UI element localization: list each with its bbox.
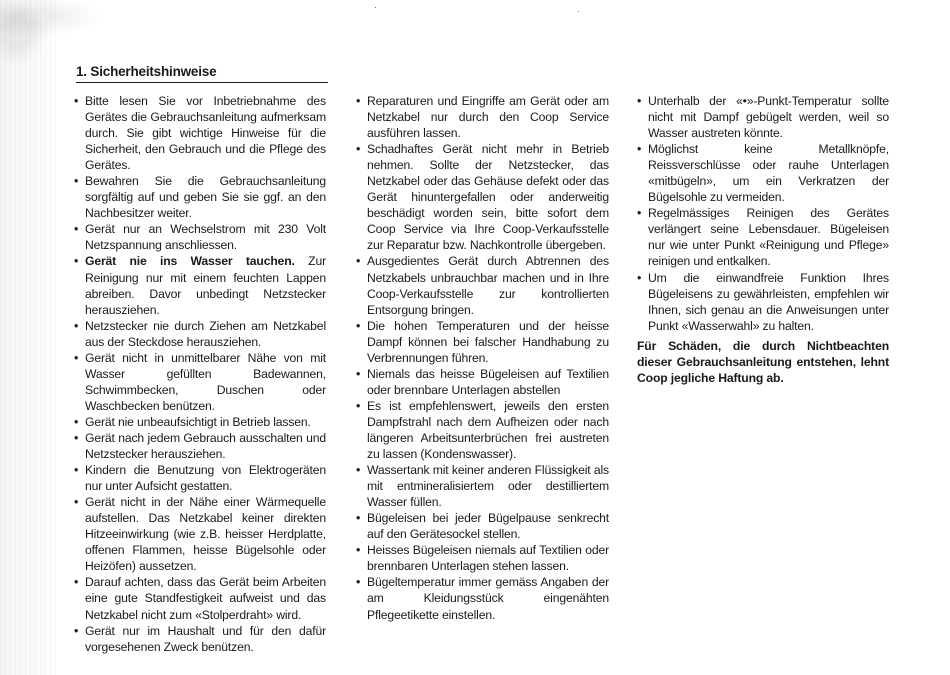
item-bold: Gerät nie ins Wasser tauchen.: [85, 254, 295, 269]
item-text: Bügeleisen bei jeder Bügelpause senkrecht auf den Gerätesockel stellen.: [367, 511, 609, 542]
list-item: [637, 93, 889, 141]
list-item: [356, 510, 609, 542]
scan-speck: ·: [374, 2, 377, 12]
list-item: [356, 93, 609, 141]
list-item: [74, 494, 326, 574]
item-text: Heisses Bügeleisen niemals auf Textilien oder brennbaren Unterlagen stehen lassen.: [367, 543, 609, 574]
list-item: [74, 414, 326, 430]
item-text: Bewahren Sie die Gebrauchsanleitung sorgfältig auf und geben Sie sie ggf. an den Nachbesitzer weiter.: [85, 174, 326, 221]
list-item: [356, 462, 609, 510]
liability-notice: Für Schäden, die durch Nichtbeachten dieser Gebrauchsanleitung entstehen, lehnt Coop jegliche Haftung ab.: [637, 338, 889, 385]
item-text: Gerät nie unbeaufsichtigt in Betrieb lassen.: [85, 414, 311, 429]
list-item: [74, 221, 326, 253]
item-text: Kindern die Benutzung von Elektrogeräten nur unter Aufsicht gestatten.: [85, 463, 326, 494]
list-item: [74, 173, 326, 221]
list-item: [356, 318, 609, 366]
list-item: [356, 253, 609, 317]
item-text: Bügeltemperatur immer gemäss Angaben der am Kleidungsstück eingenähten Pflegeetikette einstellen.: [367, 575, 609, 622]
item-text: Um die einwandfreie Funktion Ihres Bügeleisens zu gewährleisten, empfehlen wir Ihnen, sich genau an die Anweisungen unter Punkt «Wasserwahl» zu halten.: [648, 270, 889, 333]
item-text: Die hohen Temperaturen und der heisse Dampf können bei falscher Handhabung zu Verbrennungen führen.: [367, 318, 609, 365]
list-item: [637, 141, 889, 205]
item-text: Gerät nur an Wechselstrom mit 230 Volt Netzspannung anschliessen.: [85, 222, 326, 253]
column-1: [74, 93, 326, 655]
list-item: [356, 574, 609, 622]
item-text: Regelmässiges Reinigen des Gerätes verlängert seine Lebensdauer. Bügeleisen nur wie unter Punkt «Reinigung und Pflege» reinigen und entkalken.: [648, 206, 889, 269]
item-text: Schadhaftes Gerät nicht mehr in Betrieb nehmen. Sollte der Netzstecker, das Netzkabel oder das Gehäuse defekt oder das Gerät hinuntergefallen oder anderweitig beschädigt worden sein, bitte sofort dem Coop Service via Ihre Coop-Verkaufsstelle zur Reparatur bzw. Nachkontrolle übergeben.: [367, 142, 609, 253]
section-heading: 1. Sicherheitshinweise: [76, 64, 328, 83]
item-text: Ausgedientes Gerät durch Abtrennen des Netzkabels unbrauchbar machen und in Ihre Coop-Verkaufsstelle zur kontrollierten Entsorgung bringen.: [367, 254, 609, 317]
column-2: [356, 93, 609, 623]
list-item: [356, 366, 609, 398]
item-text: Reparaturen und Eingriffe am Gerät oder am Netzkabel nur durch den Coop Service ausführen lassen.: [367, 94, 609, 141]
list-item: [74, 253, 326, 317]
list-item: [74, 430, 326, 462]
item-text: Bitte lesen Sie vor Inbetriebnahme des Gerätes die Gebrauchsanleitung aufmerksam durch. Sie gibt wichtige Hinweise für die Sicherheit, den Gebrauch und die Pflege des Gerätes.: [85, 94, 326, 173]
item-text: Gerät nicht in unmittelbarer Nähe von mit Wasser gefüllten Badewannen, Schwimmbecken, Duschen oder Waschbecken benützen.: [85, 350, 326, 413]
list-item: [637, 205, 889, 269]
list-item: [356, 542, 609, 574]
item-text: Gerät nur im Haushalt und für den dafür vorgesehenen Zweck benützen.: [85, 623, 326, 654]
item-text: Gerät nach jedem Gebrauch ausschalten und Netzstecker herausziehen.: [85, 430, 326, 462]
item-text: Unterhalb der «•»-Punkt-Temperatur sollte nicht mit Dampf gebügelt werden, weil so Wasser austreten könnte.: [648, 94, 889, 141]
column-3: [637, 93, 889, 386]
list-item: [637, 270, 889, 334]
list-item: [74, 350, 326, 414]
list-item: [74, 574, 326, 622]
list-item: [356, 398, 609, 462]
item-text: Darauf achten, dass das Gerät beim Arbeiten eine gute Standfestigkeit aufweist und das Netzkabel nicht zum «Stolperdraht» wird.: [85, 575, 326, 622]
item-text: Es ist empfehlenswert, jeweils den ersten Dampfstrahl nach dem Aufheizen oder nach längeren Arbeitsunterbrüchen frei austreten zu lassen (Kondenswasser).: [367, 398, 609, 462]
list-item: [74, 462, 326, 494]
list-item: [356, 141, 609, 253]
scan-corner-texture: [0, 0, 160, 55]
item-text: Niemals das heisse Bügeleisen auf Textilien oder brennbare Unterlagen abstellen: [367, 366, 609, 397]
list-item: [74, 93, 326, 173]
scan-edge-texture: [0, 0, 58, 675]
item-text: Wassertank mit keiner anderen Flüssigkeit als mit entmineralisiertem oder destilliertem Wasser füllen.: [367, 463, 609, 510]
item-text: Netzstecker nie durch Ziehen am Netzkabel aus der Steckdose herausziehen.: [85, 318, 326, 349]
item-text: Zur Reinigung nur mit einem feuchten Lappen abreiben. Davor unbedingt Netzstecker herausziehen.: [85, 254, 326, 317]
scan-speck: ·: [577, 6, 580, 16]
item-text: Möglichst keine Metallknöpfe, Reissverschlüsse oder rauhe Unterlagen «mitbügeln», um ein Verkratzen der Bügelsohle zu vermeiden.: [648, 142, 889, 205]
list-item: [74, 318, 326, 350]
list-item: [74, 623, 326, 655]
item-text: Gerät nicht in der Nähe einer Wärmequelle aufstellen. Das Netzkabel keiner direkten Hitzeeinwirkung (wie z.B. heisser Herdplatte, offenen Flammen, heisse Bügelsohle oder Heizöfen) aussetzen.: [85, 495, 326, 574]
